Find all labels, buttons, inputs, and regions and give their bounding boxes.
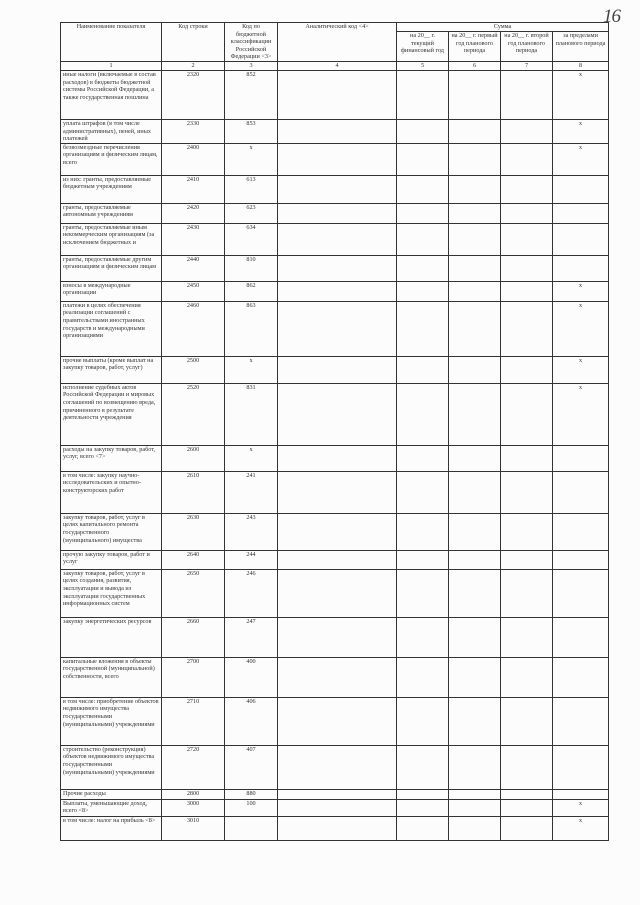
row-col8 [553, 203, 609, 223]
row-indicator: закупку товаров, работ, услуг в целях создания, развития, эксплуатации и вывода из эксплуатации государственных информационных систем [61, 569, 162, 617]
row-col8: x [553, 383, 609, 445]
plan-table [60, 22, 609, 841]
row-col8 [553, 175, 609, 203]
row-indicator: уплата штрафов (в том числе административных), пеней, иных платежей [61, 120, 162, 144]
row-col8: x [553, 143, 609, 175]
row-col8 [553, 513, 609, 550]
header-sum: Сумма [397, 23, 609, 32]
row-code: 2700 [162, 657, 225, 697]
row-kbk: 613 [225, 175, 278, 203]
row-code: 2600 [162, 445, 225, 471]
row-indicator: капитальные вложения в объекты государственной (муниципальной) собственности, всего [61, 657, 162, 697]
row-col8 [553, 255, 609, 281]
row-col8 [553, 617, 609, 657]
row-code: 2610 [162, 471, 225, 513]
row-code: 2420 [162, 203, 225, 223]
table-row [61, 697, 609, 745]
header-col8: за пределами планового периода [553, 32, 609, 62]
row-kbk: 246 [225, 569, 278, 617]
row-indicator: гранты, предоставляемые другим организациям и физическим лицам [61, 255, 162, 281]
row-kbk: 243 [225, 513, 278, 550]
row-code: 2320 [162, 71, 225, 120]
row-col8: x [553, 281, 609, 301]
row-code: 2400 [162, 143, 225, 175]
row-col8 [553, 569, 609, 617]
column-number: 2 [162, 62, 225, 71]
header-line-code: Код строки [162, 23, 225, 62]
row-kbk: x [225, 143, 278, 175]
row-col8: x [553, 120, 609, 144]
column-number: 3 [225, 62, 278, 71]
row-indicator: в том числе: приобретение объектов недвижимого имущества государственными (муниципальными) учреждениями [61, 697, 162, 745]
table-row [61, 657, 609, 697]
header-indicator: Наименование показателя [61, 23, 162, 62]
table-row [61, 71, 609, 120]
row-code: 2650 [162, 569, 225, 617]
row-code: 2800 [162, 789, 225, 799]
row-kbk: 863 [225, 301, 278, 356]
table-row [61, 301, 609, 356]
row-col8: x [553, 301, 609, 356]
row-kbk: x [225, 445, 278, 471]
table-body [61, 71, 609, 841]
row-kbk: x [225, 356, 278, 383]
row-kbk: 810 [225, 255, 278, 281]
table-row [61, 816, 609, 840]
table-row [61, 550, 609, 569]
header-col7: на 20__ г. второй год планового периода [501, 32, 553, 62]
row-kbk: 862 [225, 281, 278, 301]
table-row [61, 175, 609, 203]
row-code: 2520 [162, 383, 225, 445]
table-row [61, 789, 609, 799]
row-kbk: 247 [225, 617, 278, 657]
table-row [61, 120, 609, 144]
row-col8 [553, 745, 609, 789]
header-col5: на 20__ г. текущий финансовый год [397, 32, 449, 62]
table-row [61, 617, 609, 657]
column-number: 1 [61, 62, 162, 71]
table-row [61, 143, 609, 175]
row-indicator: из них: гранты, предоставляемые бюджетным учреждениям [61, 175, 162, 203]
header-budget-code: Код по бюджетной классификации Российской Федерации <3> [225, 23, 278, 62]
row-code: 2330 [162, 120, 225, 144]
row-kbk: 623 [225, 203, 278, 223]
table-row [61, 799, 609, 816]
row-indicator: прочую закупку товаров, работ и услуг [61, 550, 162, 569]
row-indicator: взносы в международные организации [61, 281, 162, 301]
row-col8: x [553, 799, 609, 816]
column-number: 6 [449, 62, 501, 71]
row-kbk: 634 [225, 223, 278, 255]
row-col8: x [553, 356, 609, 383]
row-indicator: прочие выплаты (кроме выплат на закупку товаров, работ, услуг) [61, 356, 162, 383]
row-code: 2710 [162, 697, 225, 745]
row-kbk: 100 [225, 799, 278, 816]
row-code: 2460 [162, 301, 225, 356]
row-kbk: 400 [225, 657, 278, 697]
row-kbk [225, 816, 278, 840]
row-kbk: 244 [225, 550, 278, 569]
row-indicator: гранты, предоставляемые иным некоммерческим организациям (за исключением бюджетных и [61, 223, 162, 255]
row-col8: x [553, 71, 609, 120]
row-col8 [553, 223, 609, 255]
row-code: 2410 [162, 175, 225, 203]
row-kbk: 852 [225, 71, 278, 120]
table-row [61, 745, 609, 789]
table-row [61, 569, 609, 617]
row-indicator: закупку товаров, работ, услуг в целях капитального ремонта государственного (муниципального) имущества [61, 513, 162, 550]
table-row [61, 203, 609, 223]
header-col6: на 20__ г. первый год планового периода [449, 32, 501, 62]
row-code: 2450 [162, 281, 225, 301]
row-indicator: закупку энергетических ресурсов [61, 617, 162, 657]
row-code: 3010 [162, 816, 225, 840]
row-code: 2720 [162, 745, 225, 789]
row-col8 [553, 471, 609, 513]
row-code: 2640 [162, 550, 225, 569]
row-kbk: 407 [225, 745, 278, 789]
row-kbk: 406 [225, 697, 278, 745]
column-number: 8 [553, 62, 609, 71]
column-number: 7 [501, 62, 553, 71]
row-indicator: в том числе: налог на прибыль <8> [61, 816, 162, 840]
row-indicator: строительство (реконструкция) объектов недвижимого имущества государственными (муниципальными) учреждениями [61, 745, 162, 789]
row-indicator: расходы на закупку товаров, работ, услуг, всего <7> [61, 445, 162, 471]
row-kbk: 831 [225, 383, 278, 445]
table-row [61, 471, 609, 513]
row-indicator: Выплаты, уменьшающие доход, всего <8> [61, 799, 162, 816]
table-row [61, 445, 609, 471]
row-kbk: 241 [225, 471, 278, 513]
row-code: 2440 [162, 255, 225, 281]
row-col8: x [553, 816, 609, 840]
table-row [61, 383, 609, 445]
column-number: 5 [397, 62, 449, 71]
row-indicator: гранты, предоставляемые автономным учреждениям [61, 203, 162, 223]
row-code: 2630 [162, 513, 225, 550]
row-code: 3000 [162, 799, 225, 816]
row-indicator: Прочие расходы [61, 789, 162, 799]
page-number: 16 [603, 6, 620, 27]
row-col8 [553, 550, 609, 569]
column-number-row [61, 62, 609, 71]
row-indicator: исполнение судебных актов Российской Федерации и мировых соглашений по возмещению вреда, причиненного в результате деятельности учреждения [61, 383, 162, 445]
row-code: 2430 [162, 223, 225, 255]
row-kbk: 853 [225, 120, 278, 144]
row-indicator: безвозмездные перечисления организациям и физическим лицам, всего [61, 143, 162, 175]
row-code: 2500 [162, 356, 225, 383]
table-row [61, 281, 609, 301]
table-row [61, 513, 609, 550]
row-col8 [553, 657, 609, 697]
column-number: 4 [278, 62, 397, 71]
row-col8 [553, 697, 609, 745]
row-indicator: иные налоги (включаемые в состав расходов) в бюджеты бюджетной системы Российской Федерации, а также государственная пошлина [61, 71, 162, 120]
row-indicator: платежи в целях обеспечения реализации соглашений с правительствами иностранных государств и международными организациями [61, 301, 162, 356]
table-row [61, 356, 609, 383]
table-row [61, 223, 609, 255]
header-analytic-code: Аналитический код <4> [278, 23, 397, 62]
row-code: 2660 [162, 617, 225, 657]
row-kbk: 880 [225, 789, 278, 799]
row-col8 [553, 445, 609, 471]
table-row [61, 255, 609, 281]
row-indicator: в том числе: закупку научно-исследовательских и опытно-конструкторских работ [61, 471, 162, 513]
